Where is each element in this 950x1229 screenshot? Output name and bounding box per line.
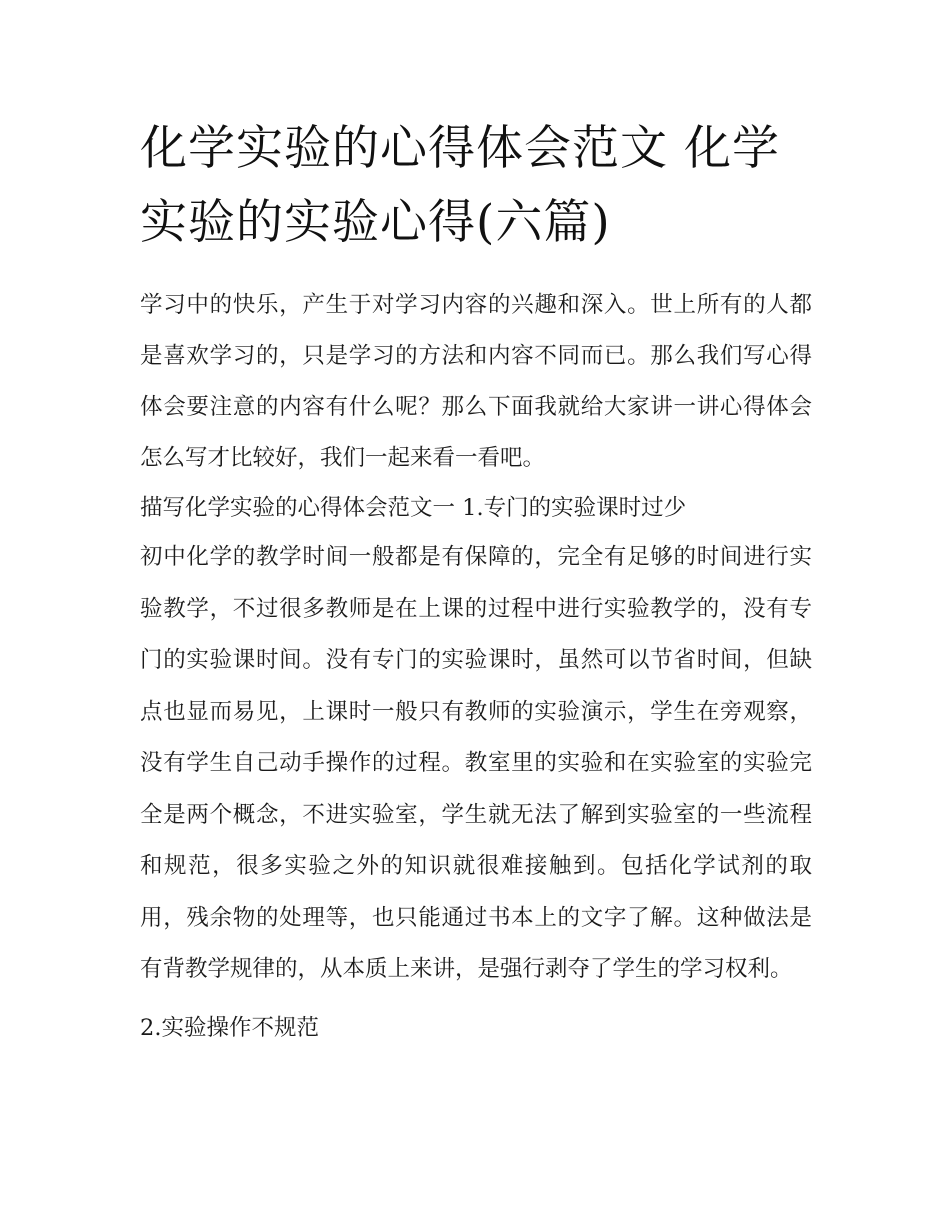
document-title: 化学实验的心得体会范文 化学实验的实验心得(六篇) — [140, 121, 780, 250]
body-paragraph: 初中化学的教学时间一般都是有保障的，完全有足够的时间进行实验教学，不过很多教师是在上课的过程中进行实验教学的，没有专门的实验课时间。没有专门的实验课时，虽然可以节省时间，但缺点也显而易见，上课时一般只有教师的实验演示，学生在旁观察，没有学生自己动手操作的过程。教室里的实验和在实验室的实验完全是两个概念，不进实验室，学生就无法了解到实验室的一些流程和规范，很多实验之外的知识就很难接触到。包括化学试剂的取用，残余物的处理等，也只能通过书本上的文字了解。这种做法是有背教学规律的，从本质上来讲，是强行剥夺了学生的学习权利。 — [140, 544, 812, 982]
intro-paragraph: 学习中的快乐，产生于对学习内容的兴趣和深入。世上所有的人都是喜欢学习的，只是学习的方法和内容不同而已。那么我们写心得体会要注意的内容有什么呢？那么下面我就给大家讲一讲心得体会怎么写才比较好，我们一起来看一看吧。 — [140, 292, 812, 471]
document-page — [140, 112, 812, 1048]
sub-heading: 2.实验操作不规范 — [140, 1014, 319, 1041]
section-heading: 描写化学实验的心得体会范文一 1.专门的实验课时过少 — [140, 495, 687, 521]
